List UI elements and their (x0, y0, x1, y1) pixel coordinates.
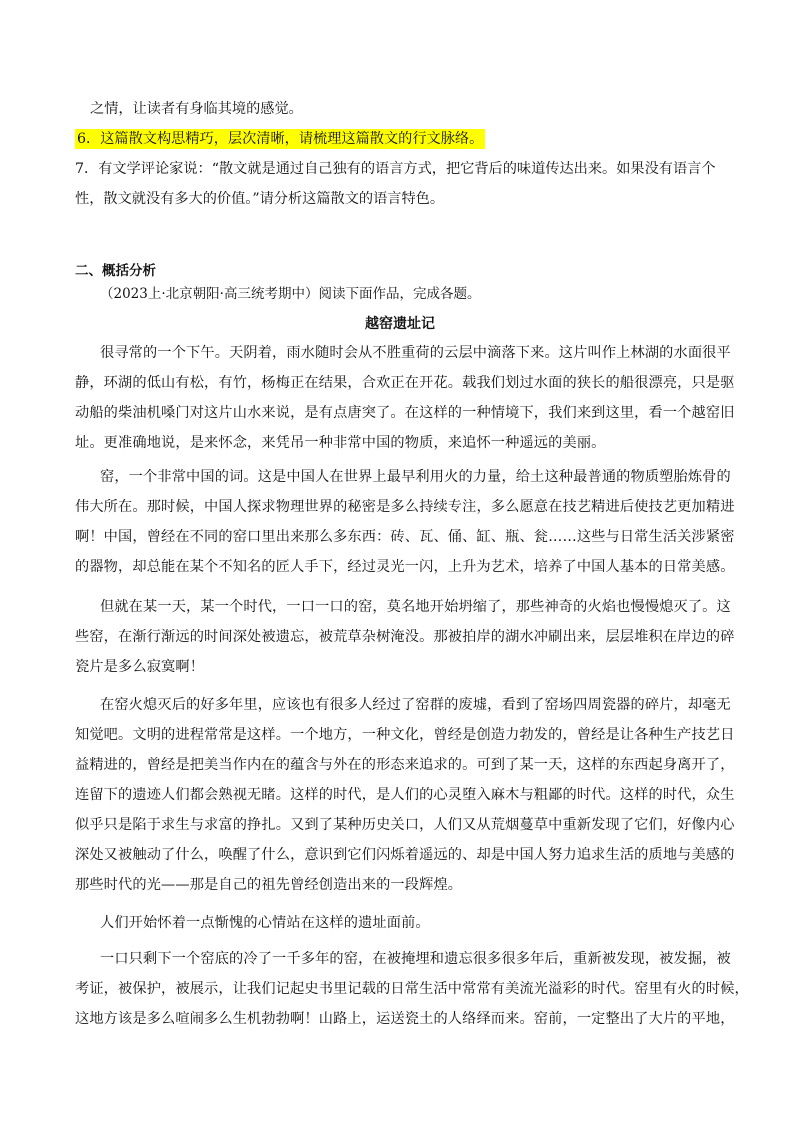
essay-line: 瓷片是多么寂寞啊！ (75, 659, 205, 675)
question-7-line-1: 7．有文学评论家说：“散文就是通过自己独有的语言方式，把它背后的味道传达出来。如果没有语言个 (75, 161, 716, 177)
essay-line: 但就在某一天，某一个时代，一口一口的窑，莫名地开始坍缩了，那些神奇的火焰也慢慢熄灭了。这 (100, 599, 731, 615)
highlighted-question-6: 6．这篇散文构思精巧，层次清晰，请梳理这篇散文的行文脉络。 (77, 131, 484, 147)
essay-line: 动船的柴油机嗓门对这片山水来说，是有点唐突了。在这样的一种情境下，我们来到这里，看一个越窑旧 (75, 405, 735, 421)
essay-line: 深处又被触动了什么，唤醒了什么，意识到它们闪烁着遥远的、却是中国人努力追求生活的质地与美感的 (75, 847, 735, 863)
essay-line: 连留下的遗迹人们都会熟视无睹。这样的时代，是人们的心灵堕入麻木与粗鄙的时代。这样的时代，众生 (75, 787, 735, 803)
essay-line: 一口只剩下一个窑底的冷了一千多年的窑，在被掩埋和遗忘很多很多年后，重新被发现，被发掘，被 (100, 951, 731, 967)
essay-title: 越窑遗址记 (365, 316, 435, 332)
essay-line: 伟大所在。那时候，中国人探求物理世界的秘密是多么持续专注，多么愿意在技艺精进后使技艺更加精进 (75, 499, 735, 515)
essay-line: 些窑，在渐行渐远的时间深处被遗忘，被荒草杂树淹没。那被拍岸的湖水冲刷出来，层层堆积在岸边的碎 (75, 629, 735, 645)
essay-line: 啊！中国，曾经在不同的窑口里出来那么多东西：砖、瓦、俑、缸、瓶、瓮……这些与日常生活关涉紧密 (75, 529, 735, 545)
essay-line: 址。更准确地说，是来怀念，来凭吊一种非常中国的物质，来追怀一种遥远的美丽。 (75, 435, 606, 451)
essay-line: 这地方该是多么喧闹多么生机勃勃啊！山路上，运送瓷土的人络绎而来。窑前，一定整出了大片的平地， (75, 1011, 735, 1027)
essay-line: 人们开始怀着一点惭愧的心情站在这样的遗址面前。 (100, 915, 430, 931)
essay-line: 似乎只是陷于求生与求富的挣扎。又到了某种历史关口，人们又从荒烟蔓草中重新发现了它们，好像内心 (75, 817, 735, 833)
essay-line: 益精进的，曾经是把美当作内在的蕴含与外在的形态来追求的。可到了某一天，这样的东西起身离开了， (75, 757, 735, 773)
question-6 (75, 124, 725, 154)
essay-line: 那些时代的光——那是自己的祖先曾经创造出来的一段辉煌。 (75, 877, 463, 893)
essay-line: 静，环湖的低山有松，有竹，杨梅正在结果，合欢正在开花。载我们划过水面的狭长的船很漂亮，只是驱 (75, 375, 735, 391)
section-title: 二、概括分析 (75, 263, 156, 279)
question-5-tail: 之情，让读者有身临其境的感觉。 (90, 101, 303, 117)
question-7-line-2: 性，散文就没有多大的价值。”请分析这篇散文的语言特色。 (75, 191, 445, 207)
essay-line: 在窑火熄灭后的好多年里，应该也有很多人经过了窑群的废墟，看到了窑场四周瓷器的碎片，却毫无 (100, 697, 731, 713)
essay-line: 的器物，却总能在某个不知名的匠人手下，经过灵光一闪，上升为艺术，培养了中国人基本的日常美感。 (75, 559, 735, 575)
essay-line: 考证，被保护，被展示，让我们记起史书里记载的日常生活中常常有美流光溢彩的时代。窑里有火的时候， (75, 981, 749, 997)
essay-line: 知觉吧。文明的进程常常是这样。一个地方，一种文化，曾经是创造力勃发的，曾经是让各种生产技艺日 (75, 727, 735, 743)
essay-line: 窑，一个非常中国的词。这是中国人在世界上最早利用火的力量，给土这种最普通的物质塑胎炼骨的 (100, 469, 731, 485)
section-intro: （2023上·北京朝阳·高三统考期中）阅读下面作品，完成各题。 (100, 286, 481, 302)
essay-line: 很寻常的一个下午。天阴着，雨水随时会从不胜重荷的云层中滴落下来。这片叫作上林湖的水面很平 (100, 345, 731, 361)
